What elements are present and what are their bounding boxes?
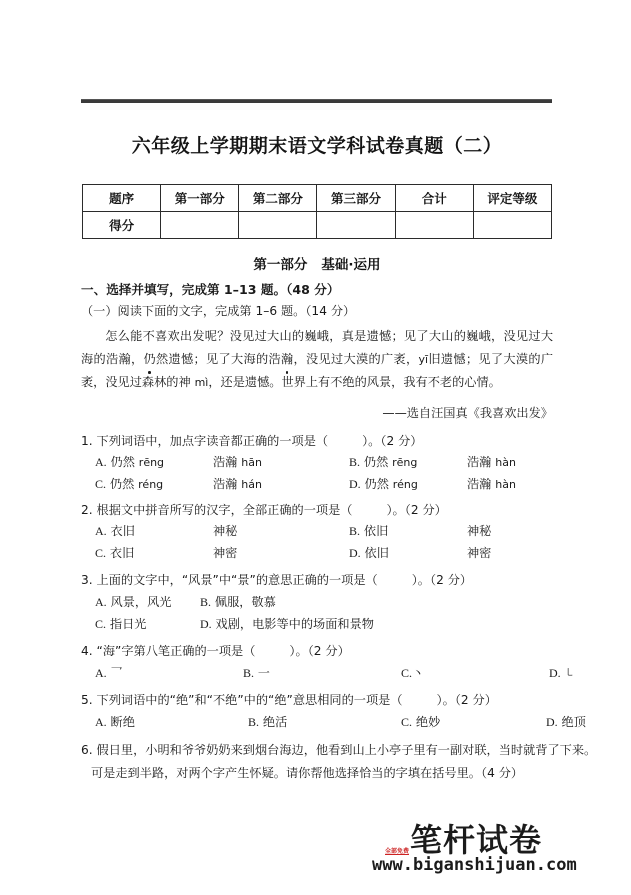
option-5-A[interactable]: A. 断绝	[95, 715, 135, 729]
watermark	[372, 815, 612, 887]
question-6-line2	[81, 765, 563, 783]
option-3-D[interactable]: D. 戏剧，电影等中的场面和景物	[200, 617, 374, 631]
question-3-stem	[81, 572, 553, 590]
passage-line3-a: 神	[178, 374, 191, 389]
table-header-cell: 题序	[83, 185, 161, 212]
score-table	[82, 184, 552, 239]
option-4-D[interactable]: D. ㇄	[549, 666, 575, 680]
question-2-score: ）。（2 分）	[386, 503, 447, 517]
table-header-cell: 评定等级	[473, 185, 551, 212]
option-4-C[interactable]: C.丶	[401, 666, 425, 680]
watermark-url: www.biganshijuan.com	[372, 855, 577, 875]
score-cell[interactable]	[239, 212, 317, 239]
question-6-text-line1: 假日里，小明和爷爷奶奶来到烟台海边，他看到山上小亭子里有一副对联，当时就背了下来。	[96, 743, 597, 757]
question-1-number: 1.	[81, 434, 93, 448]
question-2-options-row1	[81, 523, 553, 541]
reading-passage	[81, 325, 553, 394]
option-5-B[interactable]: B. 绝活	[248, 715, 288, 729]
table-header-row	[83, 185, 552, 212]
table-header-cell: 合计	[395, 185, 473, 212]
stroke-glyph-b: 一	[257, 666, 270, 680]
question-1-options-row2	[81, 476, 553, 494]
header-divider	[81, 99, 552, 103]
passage-pinyin-yi: yī	[418, 352, 429, 366]
passage-attribution: ——选自汪国真《我喜欢出发》	[382, 406, 553, 420]
question-5-score: ）。（2 分）	[436, 693, 497, 707]
option-2-A-second[interactable]: 神秘	[213, 524, 238, 538]
sub-question-heading: （一）阅读下面的文字，完成第 1–6 题。（14 分）	[81, 304, 356, 318]
question-6-line1	[81, 742, 597, 760]
passage-line2-b: ，没见过大漠的广袤，	[293, 351, 419, 366]
option-2-C-second[interactable]: 神密	[213, 546, 238, 560]
option-4-B[interactable]: B. 一	[243, 666, 270, 680]
page-title: 六年级上学期期末语文学科试卷真题（二）	[131, 135, 503, 157]
question-4-options	[81, 665, 575, 683]
question-6-text-line2: 可是走到半路，对两个字产生怀疑。请你帮他选择恰当的字填在括号里。（4 分）	[91, 766, 524, 780]
big-question-heading: 一、选择并填写，完成第 1–13 题。（48 分）	[81, 282, 340, 297]
option-1-A-second[interactable]: 浩瀚 hān	[213, 455, 262, 469]
question-1-options-row1	[81, 454, 553, 472]
score-cell[interactable]	[473, 212, 551, 239]
watermark-badge: 全部免费	[385, 848, 410, 855]
question-3-text: 上面的文字中，“风景”中“景”的意思正确的一项是（	[96, 573, 378, 587]
option-4-A[interactable]: A. 乛	[95, 666, 123, 680]
passage-line1-a: 怎么能不喜欢出发呢？没见过大山的巍峨	[105, 329, 330, 343]
option-1-C[interactable]: C. 仍然 réng	[95, 477, 164, 491]
question-1-text: 下列词语中，加点字读音都正确的一项是（	[96, 434, 329, 448]
question-1-stem	[81, 433, 553, 451]
question-2-stem	[81, 502, 553, 520]
part-name: 基础·运用	[321, 257, 381, 273]
option-3-A[interactable]: A. 风景，风光	[95, 595, 172, 609]
question-4-text: “海”字第八笔正确的一项是（	[96, 644, 256, 658]
part-label: 第一部分	[253, 257, 308, 273]
option-2-D[interactable]: D. 依旧	[349, 546, 389, 560]
score-cell[interactable]	[317, 212, 395, 239]
question-3-number: 3.	[81, 573, 93, 587]
question-4-stem	[81, 643, 553, 661]
option-2-C[interactable]: C. 衣旧	[95, 546, 135, 560]
option-1-C-second[interactable]: 浩瀚 hán	[213, 477, 262, 491]
passage-line2-a: 然遗憾；见了大海的浩	[155, 351, 281, 366]
question-4-number: 4.	[81, 644, 93, 658]
question-2-options-row2	[81, 545, 553, 563]
option-5-D[interactable]: D. 绝顶	[546, 715, 586, 729]
question-1-score: ）。（2 分）	[362, 434, 423, 448]
question-3-options-row1	[81, 594, 553, 612]
watermark-brand: 笔杆试卷	[410, 821, 543, 859]
stroke-glyph-a: 乛	[110, 666, 123, 680]
option-3-C[interactable]: C. 指日光	[95, 617, 147, 631]
option-2-A[interactable]: A. 衣旧	[95, 524, 135, 538]
stroke-glyph-c: 丶	[412, 666, 425, 680]
section-heading	[81, 253, 553, 273]
question-2-number: 2.	[81, 503, 93, 517]
table-header-cell: 第三部分	[317, 185, 395, 212]
question-5-number: 5.	[81, 693, 93, 707]
question-2-text: 根据文中拼音所写的汉字，全部正确的一项是（	[96, 503, 353, 517]
question-6-number: 6.	[81, 743, 93, 757]
score-cell[interactable]	[161, 212, 239, 239]
table-header-cell: 第一部分	[161, 185, 239, 212]
score-row-label: 得分	[83, 212, 161, 239]
passage-line2-c: 旧遗憾；见了大漠的广袤，没见过森林的	[81, 351, 554, 389]
table-header-cell: 第二部分	[239, 185, 317, 212]
option-5-C[interactable]: C. 绝妙	[401, 715, 441, 729]
emphasis-char-han: 瀚	[281, 348, 293, 371]
option-1-D-second[interactable]: 浩瀚 hàn	[467, 477, 516, 491]
question-3-options-row2	[81, 616, 553, 634]
option-3-B[interactable]: B. 佩服，敬慕	[200, 595, 276, 609]
question-5-stem	[81, 692, 553, 710]
question-4-score: ）。（2 分）	[289, 644, 350, 658]
question-3-score: ）。（2 分）	[411, 573, 473, 587]
passage-line3-b: ，还是遗憾。世界上有不绝的风景，我有不老的心情。	[208, 374, 501, 389]
option-2-B[interactable]: B. 依旧	[349, 524, 389, 538]
option-1-B-second[interactable]: 浩瀚 hàn	[467, 455, 516, 469]
option-2-B-second[interactable]: 神秘	[467, 524, 492, 538]
question-5-text: 下列词语中的“绝”和“不绝”中的“绝”意思相同的一项是（	[96, 693, 403, 707]
passage-pinyin-mi: mì	[194, 375, 209, 389]
stroke-glyph-d: ㇄	[564, 668, 575, 679]
option-1-D[interactable]: D. 仍然 réng	[349, 477, 418, 491]
score-cell[interactable]	[395, 212, 473, 239]
option-2-D-second[interactable]: 神密	[467, 546, 492, 560]
question-5-options	[81, 714, 586, 732]
emphasis-char-reng: 仍	[144, 348, 156, 371]
table-row	[83, 212, 552, 239]
option-1-A[interactable]: A. 仍然 rēng	[95, 455, 165, 469]
option-1-B[interactable]: B. 仍然 rēng	[349, 455, 418, 469]
passage-line1-b: ，真是遗憾；见了大山的巍峨，没见过大海的浩瀚，	[81, 329, 554, 366]
